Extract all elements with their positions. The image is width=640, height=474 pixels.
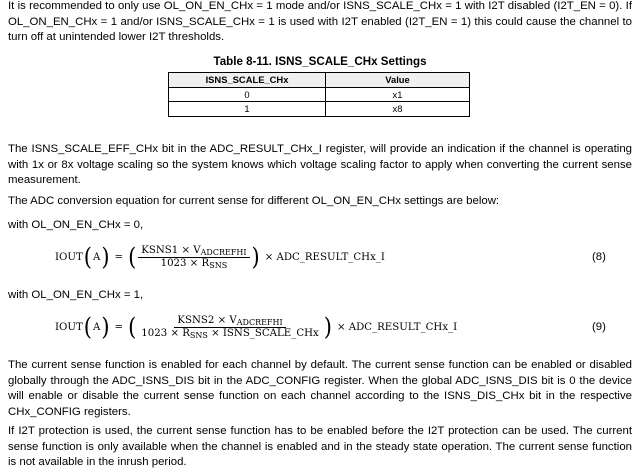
table-caption: Table 8-11. ISNS_SCALE_CHx Settings <box>213 55 427 68</box>
equation-lhs: IOUT <box>55 321 83 333</box>
fraction-numerator: KSNS1 × $V_{ADCREFHI}$ <box>138 245 249 258</box>
equation-fraction <box>138 315 321 340</box>
ol-on-en-0-label: with OL_ON_EN_CHx = 0, <box>8 219 144 231</box>
equation-rhs: × ADC_RESULT_CHx_I <box>264 251 385 263</box>
table-row <box>169 87 470 102</box>
fraction-denominator: $1023 \times R_{SNS}$ <box>160 257 228 270</box>
equals-sign: = <box>114 321 124 333</box>
ol-on-en-1-label: with OL_ON_EN_CHx = 1, <box>8 289 144 301</box>
equation-rhs: × ADC_RESULT_CHx_I <box>336 321 458 333</box>
equation-fraction <box>138 245 249 270</box>
equation-unit: A <box>92 321 101 333</box>
equation-unit: A <box>92 251 101 263</box>
fraction-denominator: $1023 \times R_{SNS}$ × ISNS_SCALE_CHx <box>141 327 319 340</box>
table-cell: x1 <box>326 87 470 102</box>
table-header-row <box>169 73 470 88</box>
equation-lhs: IOUT <box>55 251 83 263</box>
equation-number: (9) <box>592 321 606 333</box>
table-cell: 1 <box>169 102 326 117</box>
equation-9: IOUT ( A ) = ( $\frac{KSNS2 \times V_{ADCREFHI}}{1023 \times R_{SNS} \times ISNS\_SCALE\_CHx}$ ) × ADC_RESULT_CHx_I <box>55 312 458 341</box>
table-cell: x8 <box>326 102 470 117</box>
fraction-numerator: KSNS2 × $V_{ADCREFHI}$ <box>174 315 285 328</box>
i2t-paragraph: If I2T protection is used, the current sense function has to be enabled before the I2T protection can be used. The current sense function is only available when the channel is enabled and in the steady state operation. The current sense function is not available in the inrush period. <box>8 425 632 468</box>
equation-8: IOUT ( A ) = ( $\frac{KSNS1 \times V_{ADCREFHI}}{1023 \times R_{SNS}}$ ) × ADC_RESULT_CHx_I <box>55 242 385 271</box>
enable-paragraph: The current sense function is enabled for each channel by default. The current sense function can be enabled or disabled globally through the ADC_ISNS_DIS bit in the ADC_CONFIG register. When the global ADC_ISNS_DIS bit is 0 the device will enable or disable the current sense function on each channel according to the ISNS_DIS_CHx bit in the respective CHx_CONFIG registers. <box>8 359 632 418</box>
column-header: ISNS_SCALE_CHx <box>169 73 326 88</box>
adc-equation-intro: The ADC conversion equation for current sense for different OL_ON_EN_CHx settings are below: <box>8 195 500 207</box>
equation-number: (8) <box>592 251 606 263</box>
table-cell: 0 <box>169 87 326 102</box>
column-header: Value <box>326 73 470 88</box>
intro-paragraph: It is recommended to only use OL_ON_EN_CHx = 1 mode and/or ISNS_SCALE_CHx = 1 with I2T disabled (I2T_EN = 0). If OL_ON_EN_CHx = 1 and/or ISNS_SCALE_CHx = 1 is used with I2T enabled (I2T_EN = 1) this could cause the channel to turn off at unintended lower I2T thresholds. <box>8 0 632 43</box>
isns-scale-table <box>168 72 470 117</box>
equals-sign: = <box>114 251 124 263</box>
scale-eff-paragraph: The ISNS_SCALE_EFF_CHx bit in the ADC_RESULT_CHx_I register, will provide an indication if the channel is operating with 1x or 8x voltage scaling so the system knows which voltage scaling factor to apply when converting the current sense measurement. <box>8 143 632 186</box>
table-row <box>169 102 470 117</box>
